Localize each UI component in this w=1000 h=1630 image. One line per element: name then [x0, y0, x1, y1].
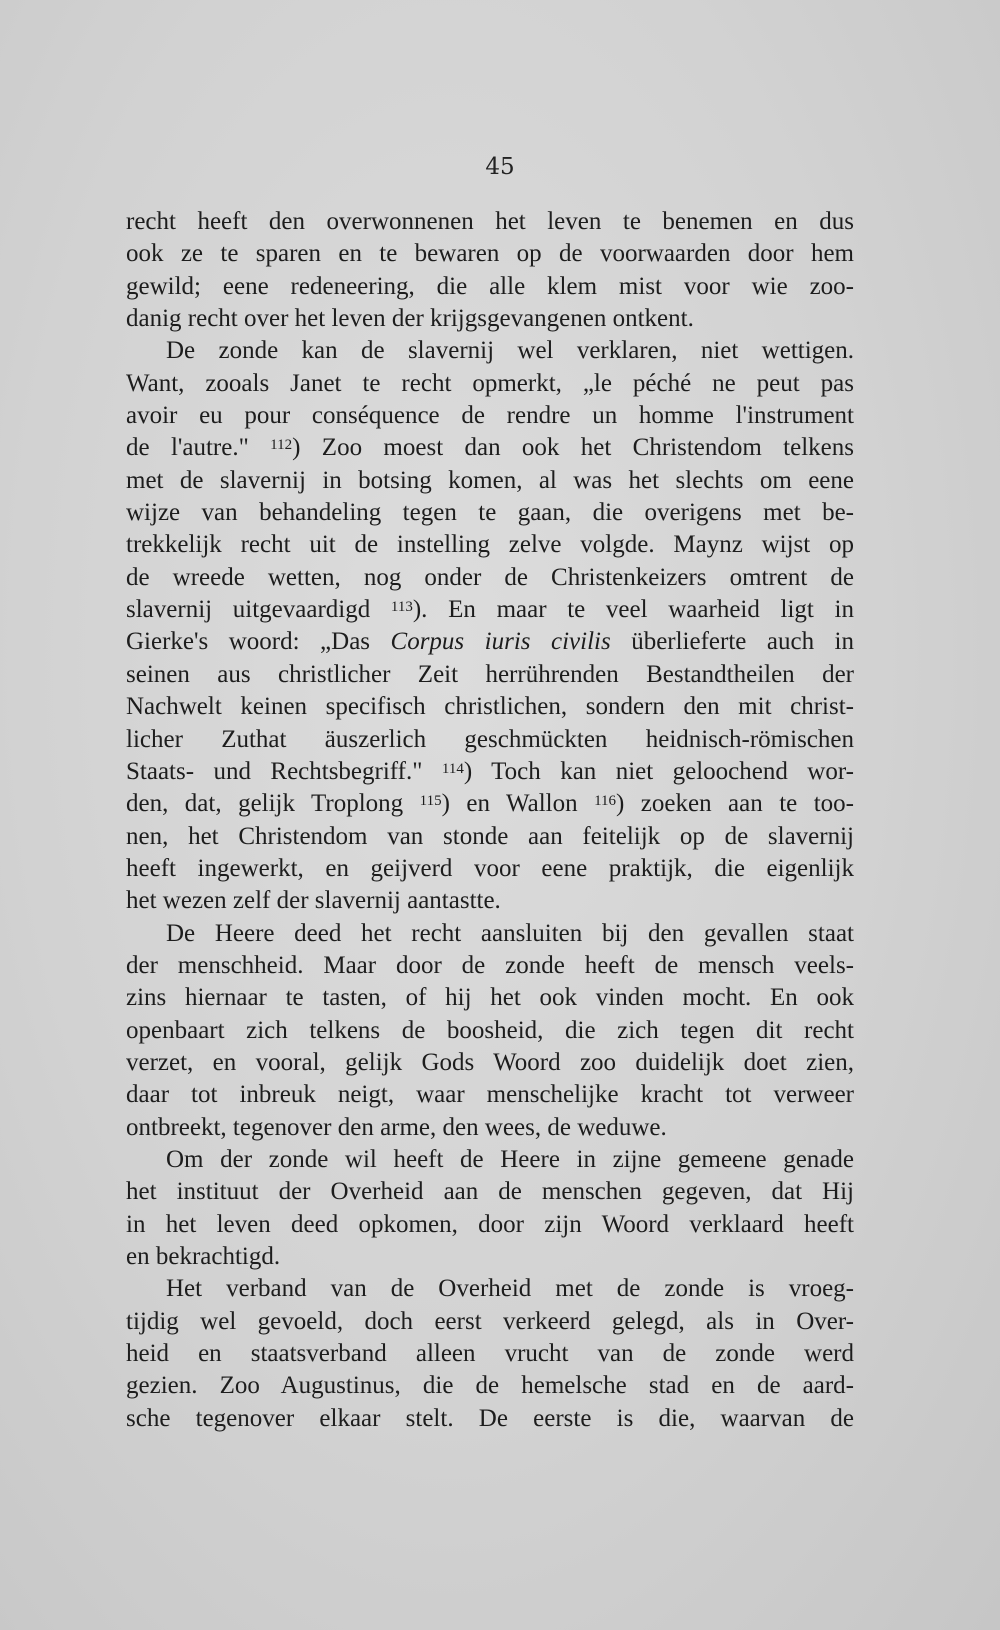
line-text: heeft ingewerkt, en geijverd voor eene praktijk, die eigenlijk — [126, 854, 854, 882]
line-text: der menschheid. Maar door de zonde heeft de mensch veels- — [126, 951, 854, 979]
text-line — [126, 788, 854, 820]
line-text: Nachwelt keinen specifisch christlichen, sondern den mit christ- — [126, 693, 854, 721]
line-text: in het leven deed opkomen, door zijn Woord verklaard heeft — [126, 1210, 854, 1238]
line-text: de l'autre." — [126, 434, 271, 462]
text-line — [126, 691, 854, 723]
text-line — [126, 432, 854, 464]
line-text: Om der zonde wil heeft de Heere in zijne gemeene genade — [166, 1145, 854, 1173]
text-line — [126, 756, 854, 788]
line-text: het wezen zelf der slavernij aantastte. — [126, 887, 501, 915]
text-line — [126, 982, 854, 1014]
text-line — [126, 1047, 854, 1079]
line-text: licher Zuthat äuszerlich geschmückten heidnisch-römischen — [126, 725, 854, 753]
text-line — [126, 1338, 854, 1370]
line-text: slavernij uitgevaardigd — [126, 596, 391, 624]
line-text: ) Zoo moest dan ook het Christendom telkens — [292, 434, 854, 462]
text-line — [126, 562, 854, 594]
text-line — [126, 271, 854, 303]
text-line — [126, 1403, 854, 1435]
line-text: het instituut der Overheid aan de menschen gegeven, dat Hij — [126, 1178, 854, 1206]
line-text: daar tot inbreuk neigt, waar menschelijke kracht tot verweer — [126, 1081, 854, 1109]
line-text: ) zoeken aan te too- — [616, 790, 854, 818]
text-line — [126, 821, 854, 853]
text-line — [126, 1015, 854, 1047]
line-text: Staats- und Rechtsbegriff." — [126, 757, 442, 785]
line-text: recht heeft den overwonnenen het leven te benemen en dus — [126, 208, 854, 235]
line-text: den, dat, gelijk Troplong — [126, 790, 420, 818]
text-line — [126, 238, 854, 270]
text-line — [126, 950, 854, 982]
text-line — [126, 1273, 854, 1305]
footnote-reference: 115 — [419, 793, 442, 810]
text-line — [126, 529, 854, 561]
italic-text: Corpus iuris civilis — [390, 628, 611, 656]
line-text: zins hiernaar te tasten, of hij het ook vinden mocht. En ook — [126, 984, 854, 1012]
text-line — [126, 1209, 854, 1241]
text-line — [126, 1370, 854, 1402]
text-line — [126, 853, 854, 885]
text-line — [126, 918, 854, 950]
line-text: überlieferte auch in — [610, 628, 855, 656]
text-line — [126, 497, 854, 529]
line-text: met de slavernij in botsing komen, al was het slechts om eene — [126, 466, 854, 494]
line-text: openbaart zich telkens de boosheid, die zich tegen dit recht — [126, 1016, 854, 1044]
text-line — [126, 1112, 854, 1144]
line-text: De Heere deed het recht aansluiten bij den gevallen staat — [166, 919, 854, 947]
line-text: Het verband van de Overheid met de zonde is vroeg- — [166, 1275, 854, 1303]
footnote-reference: 116 — [594, 793, 617, 810]
line-text: verzet, en vooral, gelijk Gods Woord zoo duidelijk doet zien, — [126, 1048, 854, 1076]
line-text: wijze van behandeling tegen te gaan, die overigens met be- — [126, 499, 854, 527]
body-text — [126, 206, 854, 1435]
line-text: Gierke's woord: „Das — [126, 628, 391, 656]
text-line — [126, 335, 854, 367]
line-text: nen, het Christendom van stonde aan feitelijk op de slavernij — [126, 822, 854, 850]
line-text: ) en Wallon — [441, 790, 595, 818]
line-text: gezien. Zoo Augustinus, die de hemelsche stad en de aard- — [126, 1372, 854, 1400]
line-text: ook ze te sparen en te bewaren op de voorwaarden door hem — [126, 240, 854, 268]
text-line — [126, 368, 854, 400]
line-text: sche tegenover elkaar stelt. De eerste is die, waarvan de — [126, 1404, 854, 1432]
line-text: trekkelijk recht uit de instelling zelve volgde. Maynz wijst op — [126, 531, 854, 559]
line-text: heid en staatsverband alleen vrucht van de zonde werd — [126, 1340, 854, 1368]
line-text: ). En maar te veel waarheid ligt in — [412, 596, 854, 624]
line-text: Want, zooals Janet te recht opmerkt, „le péché ne peut pas — [126, 369, 854, 397]
page-number: 45 — [485, 154, 515, 180]
line-text: seinen aus christlicher Zeit herrührenden Bestandtheilen der — [126, 660, 854, 688]
line-text: ontbreekt, tegenover den arme, den wees, de weduwe. — [126, 1113, 667, 1141]
text-line — [126, 626, 854, 658]
text-line — [126, 303, 854, 335]
text-line — [126, 1176, 854, 1208]
text-line — [126, 1241, 854, 1273]
text-line — [126, 206, 854, 238]
line-text: en bekrachtigd. — [126, 1243, 281, 1270]
line-text: gewild; eene redeneering, die alle klem mist voor wie zoo- — [126, 272, 854, 300]
line-text: tijdig wel gevoeld, doch eerst verkeerd gelegd, als in Over- — [126, 1307, 854, 1335]
text-line — [126, 885, 854, 917]
text-line — [126, 1306, 854, 1338]
footnote-reference: 113 — [390, 599, 413, 616]
text-line — [126, 400, 854, 432]
text-line — [126, 465, 854, 497]
line-text: danig recht over het leven der krijgsgevangenen ontkent. — [126, 305, 694, 333]
text-line — [126, 594, 854, 626]
text-line — [126, 724, 854, 756]
text-line — [126, 659, 854, 691]
text-line — [126, 1079, 854, 1111]
footnote-reference: 114 — [441, 760, 464, 777]
footnote-reference: 112 — [270, 437, 293, 454]
line-text: De zonde kan de slavernij wel verklaren, niet wettigen. — [166, 337, 854, 365]
line-text: de wreede wetten, nog onder de Christenkeizers omtrent de — [126, 563, 854, 591]
line-text: ) Toch kan niet geloochend wor- — [463, 757, 854, 785]
text-line — [126, 1144, 854, 1176]
line-text: avoir eu pour conséquence de rendre un homme l'instrument — [126, 402, 854, 430]
